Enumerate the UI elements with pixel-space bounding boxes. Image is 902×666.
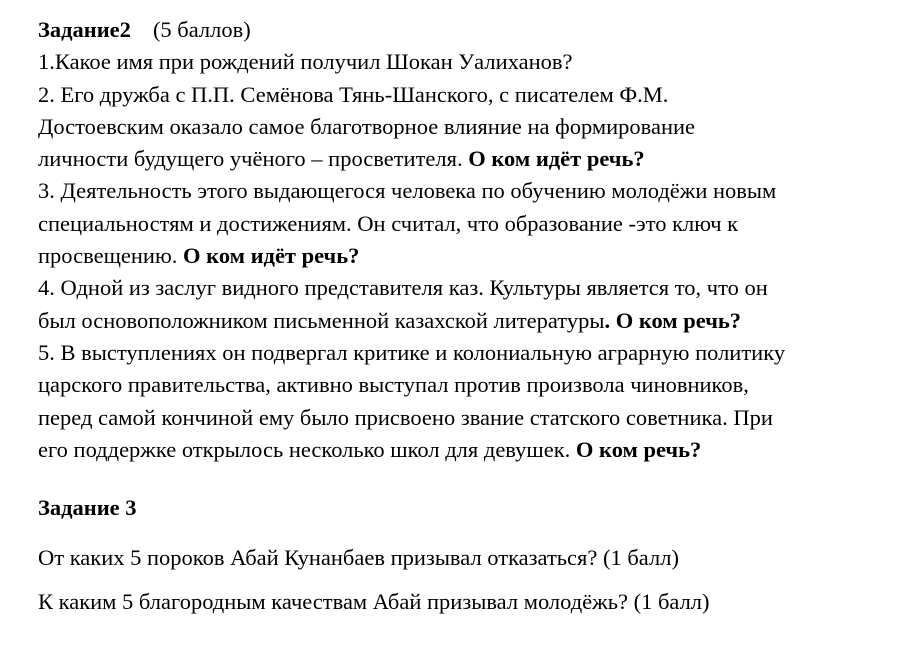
task3-question-1: От каких 5 пороков Абай Кунанбаев призывал отказаться? (1 балл) bbox=[38, 545, 679, 571]
task2-q2-line-3 bbox=[38, 143, 898, 175]
task3-title: Задание 3 bbox=[38, 495, 137, 521]
task2-q3-line-2: специальностям и достижениям. Он считал, что образование -это ключ к bbox=[38, 210, 739, 236]
task2-question-3 bbox=[38, 175, 898, 272]
task2-q3-prompt: О ком идёт речь? bbox=[183, 243, 360, 269]
task2-q2-line-1: 2. Его дружба с П.П. Семёнова Тянь-Шанского, с писателем Ф.М. bbox=[38, 81, 669, 107]
task2-q5-line-1: 5. В выступлениях он подвергал критике и колониальную аграрную политику bbox=[38, 339, 786, 365]
task2-q5-line-4 bbox=[38, 434, 898, 466]
task2-q3-text: просвещению. bbox=[38, 243, 184, 269]
task2-question-5 bbox=[38, 337, 898, 466]
task2-question-2 bbox=[38, 79, 898, 176]
task2-question-1: 1.Какое имя при рождений получил Шокан Уалиханов? bbox=[38, 49, 573, 75]
task2-q5-line-2: царского правительства, активно выступал против произвола чиновников, bbox=[38, 372, 749, 398]
task2-q5-line-3: перед самой кончиной ему было присвоено звание статского советника. При bbox=[38, 404, 773, 430]
task2-q4-prompt: . О ком речь? bbox=[604, 307, 742, 333]
task2-q2-text: личности будущего учёного – просветителя. bbox=[38, 146, 469, 172]
task2-q4-line-2 bbox=[38, 305, 898, 337]
task2-header bbox=[38, 14, 898, 46]
task2-q4-line-1: 4. Одной из заслуг видного представителя каз. Культуры является то, что он bbox=[38, 275, 768, 301]
task2-q5-prompt: О ком речь? bbox=[575, 436, 702, 462]
task2-points: (5 баллов) bbox=[152, 17, 251, 42]
task2-q3-line-1: 3. Деятельность этого выдающегося человека по обучению молодёжи новым bbox=[38, 178, 777, 204]
task3-question-2: К каким 5 благородным качествам Абай призывал молодёжь? (1 балл) bbox=[38, 589, 710, 615]
task2-q5-text: его поддержке открылось несколько школ для девушек. bbox=[38, 436, 576, 462]
task2-title: Задание2 bbox=[38, 17, 131, 42]
document bbox=[38, 14, 898, 620]
spacer bbox=[38, 524, 898, 540]
task2-q2-line-2: Достоевским оказало самое благотворное влияние на формирование bbox=[38, 113, 696, 139]
spacer bbox=[38, 576, 898, 584]
task2-q3-line-3 bbox=[38, 240, 898, 272]
task2-q4-text: был основоположником письменной казахской литературы bbox=[38, 307, 605, 333]
task2-question-4 bbox=[38, 272, 898, 337]
spacer bbox=[38, 466, 898, 492]
task2-q2-prompt: О ком идёт речь? bbox=[468, 146, 645, 172]
